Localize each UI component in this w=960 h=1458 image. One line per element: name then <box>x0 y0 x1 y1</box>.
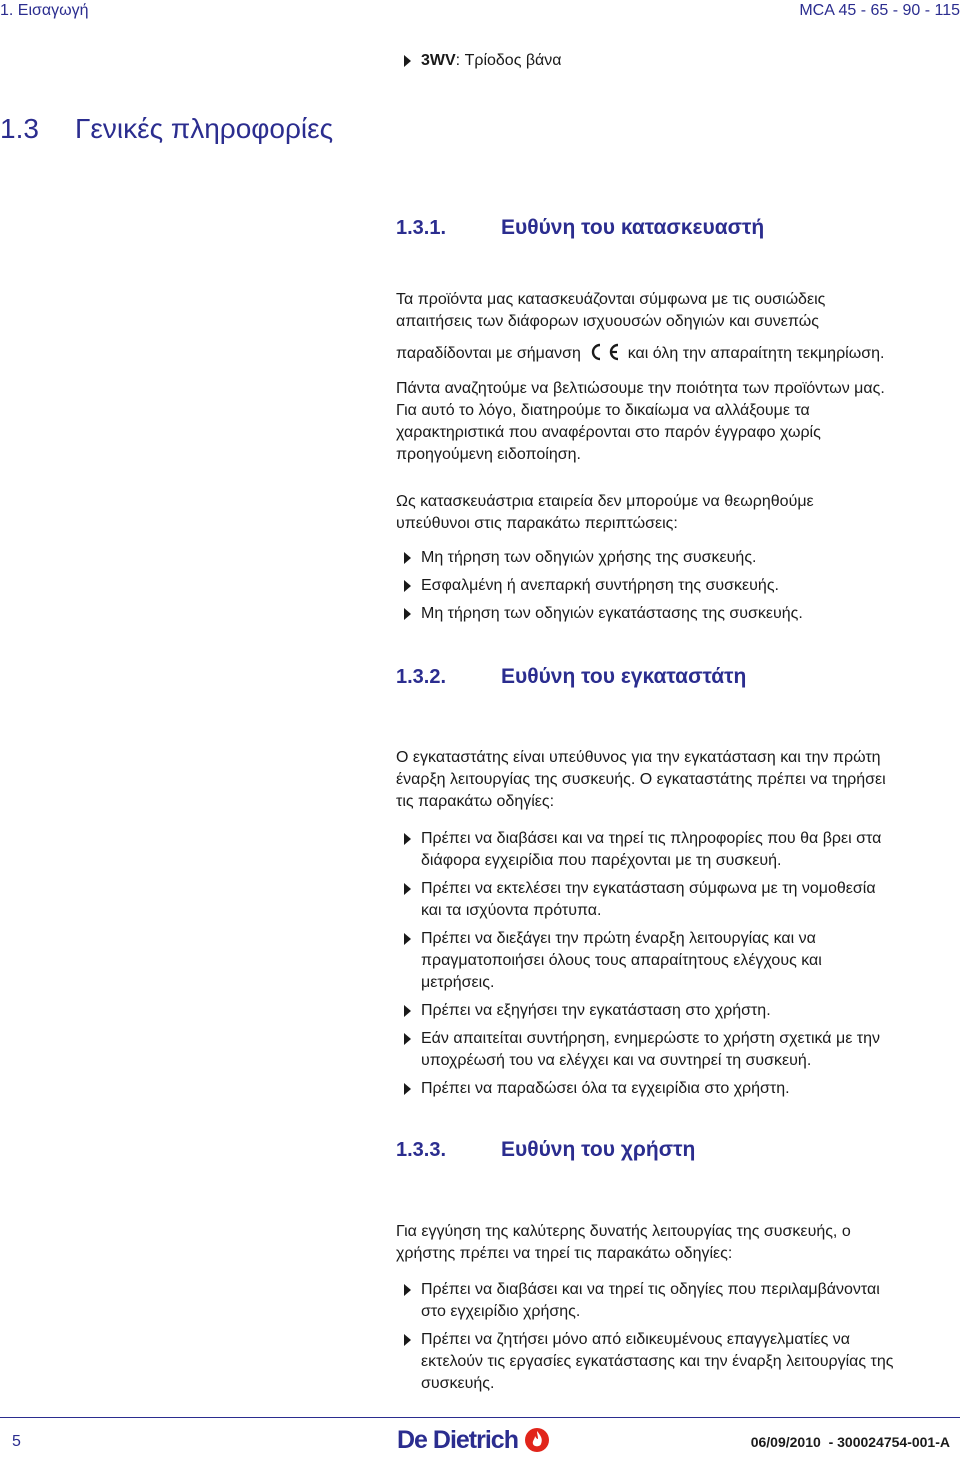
sub3-bullet2-line3: συσκευής. <box>421 1375 495 1392</box>
sub3-bullet2-line1: Πρέπει να ζητήσει μόνο από ειδικευμένους επαγγελματίες να <box>421 1331 851 1348</box>
sub1-para1-line2: απαιτήσεις των διάφορων ισχυουσών οδηγιών και συνεπώς <box>396 313 819 330</box>
sub1-para3-line2: υπεύθυνοι στις παρακάτω περιπτώσεις: <box>396 515 678 532</box>
sub3-bullet1-line1: Πρέπει να διαβάσει και να τηρεί τις οδηγίες που περιλαμβάνονται <box>421 1281 880 1298</box>
section-number: 1.3 <box>0 113 39 144</box>
sub2-bullet2-line1: Πρέπει να εκτελέσει την εγκατάσταση σύμφωνα με τη νομοθεσία <box>421 880 876 897</box>
footer-docref: 06/09/2010 - 300024754-001-A <box>750 1434 950 1450</box>
sub2-bullet1-line1: Πρέπει να διαβάσει και να τηρεί τις πληροφορίες που θα βρει στα <box>421 830 882 847</box>
sub3-intro-line1: Για εγγύηση της καλύτερης δυνατής λειτουργίας της συσκευής, ο <box>396 1223 851 1240</box>
sub3-bullet1-line2: στο εγχειρίδιο χρήσης. <box>421 1303 581 1320</box>
bullet-arrow-icon <box>404 1033 411 1045</box>
ce-mark-icon <box>585 343 623 361</box>
sub1-number: 1.3.1. <box>396 217 447 239</box>
sub2-bullet3-line2: πραγματοποιήσει όλους τους απαραίτητους ελέγχους και <box>421 952 822 969</box>
sub1-para2-line3: χαρακτηριστικά που αναφέρονται στο παρόν έγγραφο χωρίς <box>396 424 821 441</box>
brand-logo <box>397 1424 550 1456</box>
sub1-bullet: Εσφαλμένη ή ανεπαρκή συντήρηση της συσκευής. <box>421 577 779 594</box>
bullet-arrow-icon <box>404 933 411 945</box>
sub1-para2-line4: προηγούμενη ειδοποίηση. <box>396 446 581 463</box>
bullet-arrow-icon <box>404 1005 411 1017</box>
top-bullet-bold: 3WV <box>421 52 456 69</box>
sub2-bullet4-line1: Πρέπει να εξηγήσει την εγκατάσταση στο χρήστη. <box>421 1002 771 1019</box>
header-chapter: 1. Εισαγωγή <box>0 2 89 19</box>
sub1-para2-line1: Πάντα αναζητούμε να βελτιώσουμε την ποιότητα των προϊόντων μας. <box>396 380 885 397</box>
sub1-para3-line1: Ως κατασκευάστρια εταιρεία δεν μπορούμε να θεωρηθούμε <box>396 493 814 510</box>
sub1-bullet: Μη τήρηση των οδηγιών εγκατάστασης της συσκευής. <box>421 605 803 622</box>
bullet-arrow-icon <box>404 608 411 620</box>
brand-flame-icon <box>524 1427 550 1453</box>
bullet-arrow-icon <box>404 1334 411 1346</box>
bullet-arrow-icon <box>404 580 411 592</box>
sub2-bullet2-line2: και τα ισχύοντα πρότυπα. <box>421 902 602 919</box>
sub1-para1-line3-pre: παραδίδονται με σήμανση <box>396 345 581 362</box>
header-model: MCA 45 - 65 - 90 - 115 <box>799 2 960 19</box>
sub2-bullet3-line1: Πρέπει να διεξάγει την πρώτη έναρξη λειτουργίας και να <box>421 930 816 947</box>
section-title: Γενικές πληροφορίες <box>75 113 334 144</box>
footer-rule <box>0 1417 960 1418</box>
sub1-para2-line2: Για αυτό το λόγο, διατηρούμε το δικαίωμα να αλλάξουμε τα <box>396 402 810 419</box>
sub2-bullet5-line1: Εάν απαιτείται συντήρηση, ενημερώστε το χρήστη σχετικά με την <box>421 1030 881 1047</box>
brand-name: De Dietrich <box>397 1426 518 1454</box>
sub1-para1-line1: Τα προϊόντα μας κατασκευάζονται σύμφωνα με τις ουσιώδεις <box>396 291 826 308</box>
sub2-intro-line2: έναρξη λειτουργίας της συσκευής. Ο εγκαταστάτης πρέπει να τηρήσει <box>396 771 886 788</box>
bullet-arrow-icon <box>404 883 411 895</box>
footer-page-number: 5 <box>12 1433 21 1450</box>
sub2-intro-line3: τις παρακάτω οδηγίες: <box>396 793 555 810</box>
sub1-title: Ευθύνη του κατασκευαστή <box>501 216 765 239</box>
top-bullet <box>421 50 562 72</box>
top-bullet-rest: : Τρίοδος βάνα <box>455 52 562 69</box>
bullet-arrow-icon <box>404 833 411 845</box>
sub1-bullet: Μη τήρηση των οδηγιών χρήσης της συσκευής. <box>421 549 757 566</box>
sub3-bullet2-line2: εκτελούν τις εργασίες εγκατάστασης και την έναρξη λειτουργίας της <box>421 1353 894 1370</box>
sub3-number: 1.3.3. <box>396 1139 447 1161</box>
bullet-arrow-icon <box>404 1083 411 1095</box>
sub1-para1-line3 <box>396 343 884 365</box>
sub2-bullet6-line1: Πρέπει να παραδώσει όλα τα εγχειρίδια στο χρήστη. <box>421 1080 790 1097</box>
bullet-arrow-icon <box>404 1284 411 1296</box>
bullet-arrow-icon <box>404 55 411 67</box>
sub3-title: Ευθύνη του χρήστη <box>501 1138 696 1161</box>
sub1-para1-line3-post: και όλη την απαραίτητη τεκμηρίωση. <box>627 345 885 362</box>
sub2-bullet1-line2: διάφορα εγχειρίδια που παρέχονται με τη συσκευή. <box>421 852 782 869</box>
sub2-intro-line1: Ο εγκαταστάτης είναι υπεύθυνος για την εγκατάσταση και την πρώτη <box>396 749 881 766</box>
sub2-bullet3-line3: μετρήσεις. <box>421 974 495 991</box>
sub2-title: Ευθύνη του εγκαταστάτη <box>501 665 747 688</box>
sub3-intro-line2: χρήστης πρέπει να τηρεί τις παρακάτω οδηγίες: <box>396 1245 733 1262</box>
bullet-arrow-icon <box>404 552 411 564</box>
sub2-number: 1.3.2. <box>396 666 447 688</box>
sub2-bullet5-line2: υποχρέωσή του να ελέγχει και να συντηρεί τη συσκευή. <box>421 1052 812 1069</box>
